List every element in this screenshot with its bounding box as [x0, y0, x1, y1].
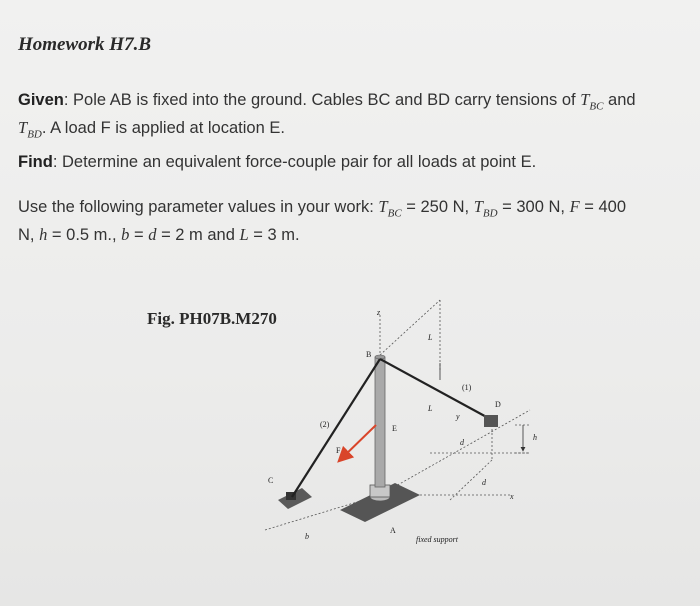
tbd-symbol: T — [18, 118, 28, 138]
label-cable-2: (2) — [320, 420, 330, 429]
label-d-lower: d — [482, 478, 486, 487]
given-text-3: . A load F is applied at location E. — [41, 119, 285, 138]
params-tbc-subscript: BC — [387, 207, 402, 220]
find-text: : Determine an equivalent force-couple pair for all loads at point E. — [52, 153, 537, 171]
params-tbc-symbol: T — [378, 197, 388, 216]
label-c-point: C — [268, 476, 274, 485]
label-x: x — [510, 492, 514, 501]
params-text-8: = 2 m and — [156, 226, 240, 245]
label-h: h — [533, 433, 537, 442]
force-f-arrow — [340, 425, 376, 460]
params-tbd-symbol: T — [473, 197, 483, 216]
label-L-top: L — [428, 333, 433, 342]
params-f-symbol: F — [569, 197, 580, 216]
params-L-symbol: L — [239, 225, 249, 245]
params-h-symbol: h — [39, 225, 48, 245]
params-tbd-subscript: BD — [482, 207, 498, 220]
label-L-mid: L — [428, 404, 433, 413]
label-a-point: A — [390, 526, 396, 535]
find-label: Find — [18, 153, 53, 171]
anchor-d — [484, 415, 498, 427]
parameters-paragraph — [18, 196, 683, 246]
find-paragraph — [18, 151, 683, 173]
figure-caption: Fig. PH07B.M270 — [147, 309, 277, 328]
cable-bd — [380, 359, 492, 420]
params-text-5: N, — [18, 226, 40, 245]
params-text-2: = 250 N, — [401, 198, 474, 216]
tbd-subscript: BD — [27, 128, 42, 141]
given-text-2: and — [603, 91, 636, 109]
label-fixed-support: fixed support — [416, 535, 458, 544]
params-text-9: = 3 m. — [248, 226, 300, 245]
top-dim-line — [380, 300, 440, 355]
params-text-7: = — [129, 226, 149, 245]
params-d-symbol: d — [148, 225, 157, 245]
y-axis-line — [380, 410, 530, 495]
page-title: Homework H7.B — [18, 34, 152, 55]
given-label: Given — [18, 91, 64, 109]
params-text-1: Use the following parameter values in your work: — [18, 198, 379, 216]
label-b-dim: b — [305, 532, 309, 541]
given-paragraph — [18, 89, 683, 146]
params-text-4: = 400 — [579, 198, 626, 216]
label-b-point: B — [366, 350, 372, 359]
params-b-symbol: b — [121, 225, 130, 245]
label-e-point: E — [392, 424, 397, 433]
pole-cable-figure — [230, 285, 560, 565]
params-text-3: = 300 N, — [497, 198, 570, 216]
tbc-subscript: BC — [589, 100, 604, 113]
label-z: z — [377, 308, 381, 317]
label-d-point: D — [495, 400, 501, 409]
label-y: y — [456, 412, 460, 421]
tbc-symbol: T — [580, 90, 590, 109]
cable-bc — [292, 359, 380, 497]
label-d-upper: d — [460, 438, 464, 447]
label-f-force: F — [336, 446, 341, 455]
given-text-1: : Pole AB is fixed into the ground. Cables BC and BD carry tensions of — [63, 91, 581, 109]
pole-top — [375, 355, 385, 359]
pole-ab — [375, 357, 385, 487]
label-cable-1: (1) — [462, 383, 472, 392]
params-text-6: = 0.5 m., — [47, 226, 122, 245]
